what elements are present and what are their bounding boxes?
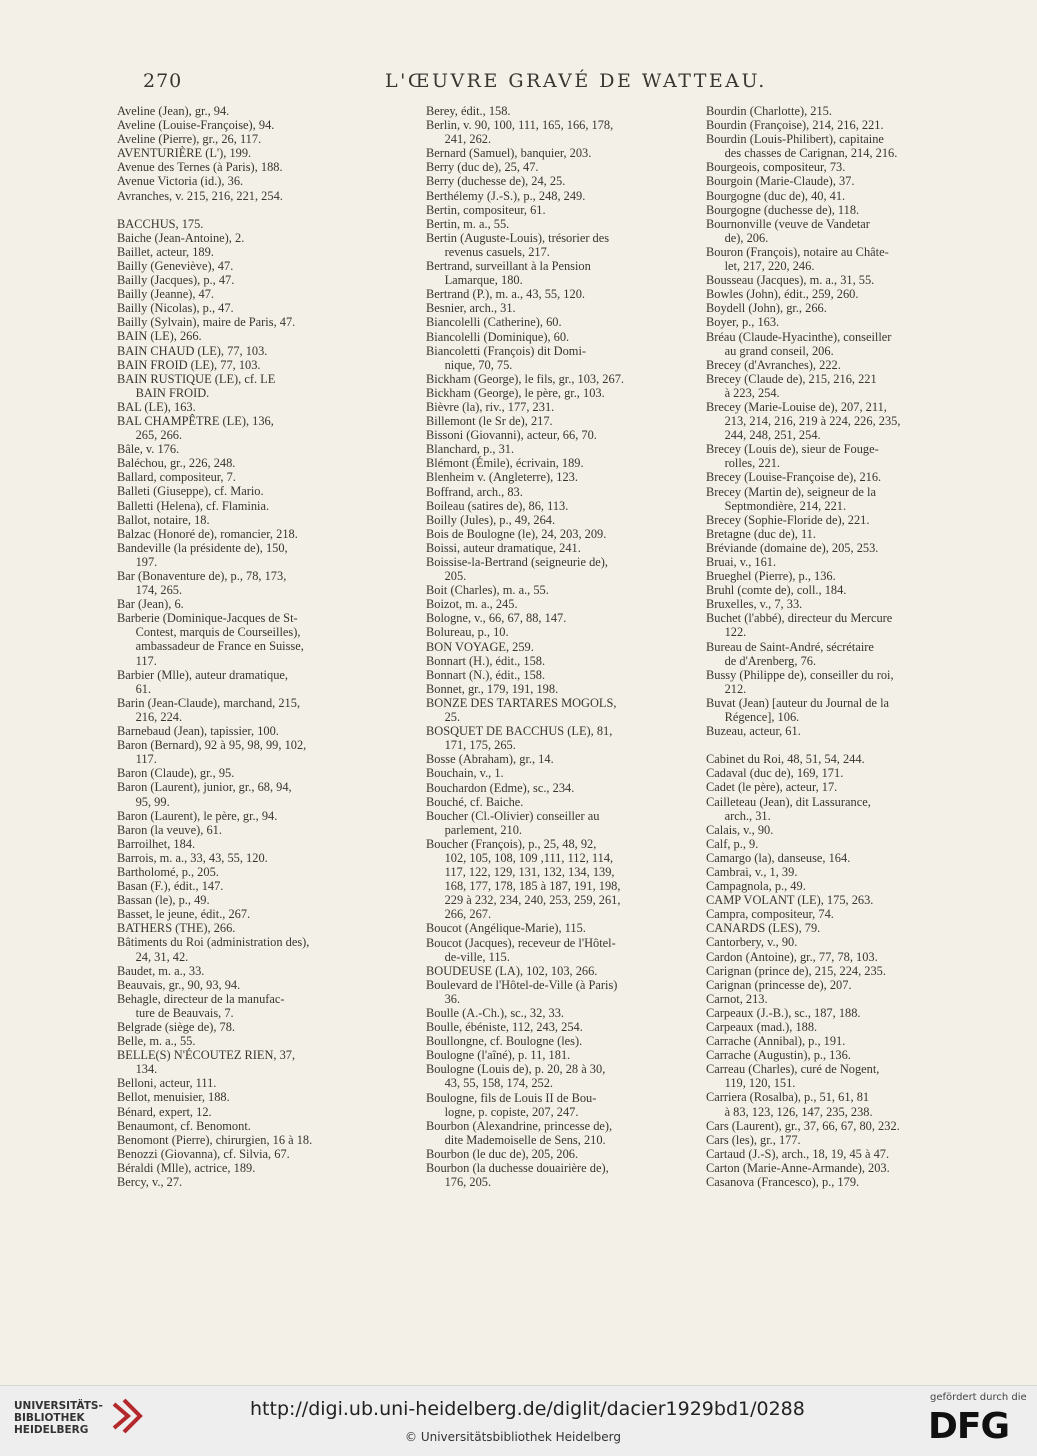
index-entry: Campagnola, p., 49. <box>706 879 806 894</box>
index-entry: Béraldi (Mlle), actrice, 189. <box>117 1160 256 1175</box>
index-entry: 95, 99. <box>117 794 170 809</box>
index-entry: Bouron (François), notaire au Châte- <box>706 244 889 259</box>
index-entry: Bolureau, p., 10. <box>426 625 509 640</box>
index-entry: BOSQUET DE BACCHUS (LE), 81, <box>426 724 613 739</box>
index-entry: BONZE DES TARTARES MOGOLS, <box>426 695 617 710</box>
index-entry: Avenue Victoria (id.), 36. <box>117 174 244 189</box>
index-entry: Bâle, v. 176. <box>117 442 180 457</box>
index-entry: Cadaval (duc de), 169, 171. <box>706 766 844 781</box>
index-entry: Bourdin (Françoise), 214, 216, 221. <box>706 118 884 133</box>
index-entry: Barbier (Mlle), auteur dramatique, <box>117 667 288 682</box>
running-title: L'ŒUVRE GRAVÉ DE WATTEAU. <box>385 70 767 92</box>
index-entry: Avenue des Ternes (à Paris), 188. <box>117 160 283 175</box>
index-entry: Lamarque, 180. <box>426 273 523 288</box>
index-entry: Barnebaud (Jean), tapissier, 100. <box>117 724 279 739</box>
index-entry: Bénard, expert, 12. <box>117 1104 212 1119</box>
index-entry: Boulle, ébéniste, 112, 243, 254. <box>426 1020 583 1035</box>
index-entry: Berry (duchesse de), 24, 25. <box>426 174 566 189</box>
index-entry: Baillet, acteur, 189. <box>117 244 214 259</box>
index-entry: Boulogne (Louis de), p. 20, 28 à 30, <box>426 1062 606 1077</box>
index-entry: de), 206. <box>706 230 769 245</box>
index-entry: Bonnet, gr., 179, 191, 198. <box>426 681 559 696</box>
index-entry: Cambrai, v., 1, 39. <box>706 864 798 879</box>
index-entry: Belle, m. a., 55. <box>117 1034 196 1049</box>
index-entry: 117. <box>117 752 157 767</box>
index-column-2 <box>426 104 684 1189</box>
index-entry: Baron (Laurent), junior, gr., 68, 94, <box>117 780 292 795</box>
index-entry: Behagle, directeur de la manufac- <box>117 991 285 1006</box>
index-entry: Bartholomé, p., 205. <box>117 864 219 879</box>
index-entry: Bourgeois, compositeur, 73. <box>706 160 846 175</box>
index-entry: Brecey (Sophie-Floride de), 221. <box>706 512 870 527</box>
index-entry: Bourbon (Alexandrine, princesse de), <box>426 1118 613 1133</box>
index-entry: au grand conseil, 206. <box>706 343 834 358</box>
index-entry: Berlin, v. 90, 100, 111, 165, 166, 178, <box>426 118 614 133</box>
index-entry: Bertin (Auguste-Louis), trésorier des <box>426 230 610 245</box>
index-entry: Balleti (Giuseppe), cf. Mario. <box>117 484 264 499</box>
index-entry: 212. <box>706 681 747 696</box>
index-entry: BAIN (LE), 266. <box>117 329 202 344</box>
index-entry: Berthélemy (J.-S.), p., 248, 249. <box>426 188 586 203</box>
index-entry: Cars (les), gr., 177. <box>706 1132 801 1147</box>
index-entry: Bailly (Jeanne), 47. <box>117 287 215 302</box>
index-entry: ture de Beauvais, 7. <box>117 1005 234 1020</box>
permalink[interactable]: http://digi.ub.uni-heidelberg.de/diglit/dacier1929bd1/0288 <box>250 1398 805 1420</box>
index-entry: 117. <box>117 653 157 668</box>
index-entry: Aveline (Pierre), gr., 26, 117. <box>117 132 262 147</box>
index-entry: Bernard (Samuel), banquier, 203. <box>426 146 592 161</box>
library-name <box>14 1400 103 1436</box>
index-entry: Bourdin (Louis-Philibert), capitaine <box>706 132 884 147</box>
index-entry: Boffrand, arch., 83. <box>426 484 523 499</box>
index-entry: Bassan (le), p., 49. <box>117 893 210 908</box>
index-entry: Benomont (Pierre), chirurgien, 16 à 18. <box>117 1132 313 1147</box>
index-entry: Bellot, menuisier, 188. <box>117 1090 230 1105</box>
index-entry: Baron (Laurent), le père, gr., 94. <box>117 808 278 823</box>
index-column-3 <box>706 104 964 1189</box>
copyright-notice: © Universitätsbibliothek Heidelberg <box>405 1430 622 1444</box>
index-entry: à 223, 254. <box>706 385 780 400</box>
index-entry: Bertin, compositeur, 61. <box>426 202 546 217</box>
index-entry: 197. <box>117 554 158 569</box>
index-entry: Cantorbery, v., 90. <box>706 935 798 950</box>
index-entry: Baiche (Jean-Antoine), 2. <box>117 230 245 245</box>
index-entry: 36. <box>426 991 461 1006</box>
index-entry: Bourgoin (Marie-Claude), 37. <box>706 174 855 189</box>
index-entry: à 83, 123, 126, 147, 235, 238. <box>706 1104 873 1119</box>
index-entry: Bonnart (H.), édit., 158. <box>426 653 546 668</box>
index-entry: Bretagne (duc de), 11. <box>706 526 816 541</box>
index-entry: Bousseau (Jacques), m. a., 31, 55. <box>706 273 875 288</box>
index-entry: Aveline (Louise-Françoise), 94. <box>117 118 275 133</box>
index-entry: Blémont (Émile), écrivain, 189. <box>426 456 584 471</box>
index-entry: Aveline (Jean), gr., 94. <box>117 104 230 118</box>
index-entry: Baron (Claude), gr., 95. <box>117 766 235 781</box>
index-entry: 61. <box>117 681 152 696</box>
index-entry: Bologne, v., 66, 67, 88, 147. <box>426 611 567 626</box>
library-logo-icon <box>104 1396 144 1436</box>
index-entry: 176, 205. <box>426 1175 492 1190</box>
index-entry: Bercy, v., 27. <box>117 1175 183 1190</box>
index-entry: Bissoni (Giovanni), acteur, 66, 70. <box>426 428 597 443</box>
index-entry: Belloni, acteur, 111. <box>117 1076 217 1091</box>
index-entry: Bureau de Saint-André, sécrétaire <box>706 639 874 654</box>
index-entry: 102, 105, 108, 109 ,111, 112, 114, <box>426 850 614 865</box>
index-entry: ambassadeur de France en Suisse, <box>117 639 304 654</box>
index-entry: Bois de Boulogne (le), 24, 203, 209. <box>426 526 607 541</box>
index-entry: Calf, p., 9. <box>706 836 759 851</box>
index-entry: Bar (Bonaventure de), p., 78, 173, <box>117 569 287 583</box>
index-entry: Régence], 106. <box>706 710 800 725</box>
index-entry: Billemont (le Sr de), 217. <box>426 414 553 429</box>
index-entry: Bickham (George), le père, gr., 103. <box>426 385 605 400</box>
index-entry: Bowles (John), édit., 259, 260. <box>706 287 859 302</box>
index-entry: Boucot (Jacques), receveur de l'Hôtel- <box>426 935 616 950</box>
index-entry: Carnot, 213. <box>706 991 768 1006</box>
index-entry: Carton (Marie-Anne-Armande), 203. <box>706 1160 890 1175</box>
index-entry: 265, 266. <box>117 428 183 443</box>
index-entry: Brecey (Martin de), seigneur de la <box>706 484 876 499</box>
index-entry: Bruhl (comte de), coll., 184. <box>706 583 847 598</box>
index-entry: 241, 262. <box>426 132 492 147</box>
index-entry: Bourbon (le duc de), 205, 206. <box>426 1146 579 1161</box>
index-entry: Bertin, m. a., 55. <box>426 216 510 231</box>
index-entry: Carrache (Annibal), p., 191. <box>706 1034 846 1049</box>
index-entry: Cartaud (J.-S), arch., 18, 19, 45 à 47. <box>706 1146 890 1161</box>
index-entry: logne, p. copiste, 207, 247. <box>426 1104 579 1119</box>
index-entry: Cailleteau (Jean), dit Lassurance, <box>706 794 871 809</box>
index-entry: Biancolelli (Dominique), 60. <box>426 329 570 344</box>
index-entry: Biancolelli (Catherine), 60. <box>426 315 562 330</box>
index-entry: 205. <box>426 569 467 584</box>
index-entry: Boyer, p., 163. <box>706 315 780 330</box>
index-entry: Camargo (la), danseuse, 164. <box>706 850 851 865</box>
index-entry: Carreau (Charles), curé de Nogent, <box>706 1062 880 1077</box>
index-entry: Boulevard de l'Hôtel-de-Ville (à Paris) <box>426 977 618 992</box>
index-entry: Bandeville (la présidente de), 150, <box>117 540 288 555</box>
index-entry: Boucher (Cl.-Olivier) conseiller au <box>426 808 600 823</box>
index-entry: BAIN CHAUD (LE), 77, 103. <box>117 343 268 358</box>
index-entry: Barroilhet, 184. <box>117 836 196 851</box>
index-entry: BACCHUS, 175. <box>117 216 204 231</box>
index-entry: Brecey (Claude de), 215, 216, 221 <box>706 371 877 386</box>
index-entry: Boissise-la-Bertrand (seigneurie de), <box>426 555 609 569</box>
index-entry: BOUDEUSE (LA), 102, 103, 266. <box>426 963 598 978</box>
index-entry: dite Mademoiselle de Sens, 210. <box>426 1132 606 1147</box>
index-entry: Septmondière, 214, 221. <box>706 498 847 513</box>
index-entry: 171, 175, 265. <box>426 738 516 753</box>
footer-bar <box>0 1385 1037 1456</box>
index-entry: Basset, le jeune, édit., 267. <box>117 907 251 922</box>
dfg-logo: DFG <box>928 1406 1010 1447</box>
index-entry: 122. <box>706 625 747 640</box>
index-entry: Bertrand (P.), m. a., 43, 55, 120. <box>426 287 585 302</box>
index-entry: Bonnart (N.), édit., 158. <box>426 667 546 682</box>
index-entry: Calais, v., 90. <box>706 822 774 837</box>
index-entry: Balletti (Helena), cf. Flaminia. <box>117 498 270 513</box>
index-entry: rolles, 221. <box>706 456 780 471</box>
index-entry: Blanchard, p., 31. <box>426 442 515 457</box>
index-entry: Cardon (Antoine), gr., 77, 78, 103. <box>706 949 878 964</box>
index-entry: Brecey (Marie-Louise de), 207, 211, <box>706 399 887 414</box>
index-entry: Carignan (prince de), 215, 224, 235. <box>706 963 886 978</box>
index-entry: Basan (F.), édit., 147. <box>117 879 224 894</box>
index-entry: Carriera (Rosalba), p., 51, 61, 81 <box>706 1090 870 1105</box>
index-entry: Barberie (Dominique-Jacques de St- <box>117 611 298 626</box>
index-entry: Bourbon (la duchesse douairière de), <box>426 1161 609 1176</box>
index-entry: Bussy (Philippe de), conseiller du roi, <box>706 667 894 682</box>
index-entry: Bouchain, v., 1. <box>426 766 504 781</box>
index-entry: Bourgogne (duchesse de), 118. <box>706 202 860 217</box>
index-entry: des chasses de Carignan, 214, 216. <box>706 146 898 161</box>
index-entry: Bruai, v., 161. <box>706 555 777 569</box>
index-entry: Ballard, compositeur, 7. <box>117 470 236 485</box>
index-entry: Contest, marquis de Courseilles), <box>117 625 301 640</box>
index-entry: Boucot (Angélique-Marie), 115. <box>426 921 586 936</box>
index-entry: Boit (Charles), m. a., 55. <box>426 583 549 598</box>
index-entry: Buvat (Jean) [auteur du Journal de la <box>706 695 890 710</box>
index-entry: Brecey (Louis de), sieur de Fouge- <box>706 442 879 457</box>
index-entry: Bailly (Geneviève), 47. <box>117 258 234 273</box>
index-entry: Barrois, m. a., 33, 43, 55, 120. <box>117 850 268 865</box>
index-entry: Bickham (George), le fils, gr., 103, 267. <box>426 371 624 386</box>
index-entry: de d'Arenberg, 76. <box>706 653 817 668</box>
index-entry: Blenheim v. (Angleterre), 123. <box>426 470 578 485</box>
index-entry: 134. <box>117 1062 158 1077</box>
index-entry: arch., 31. <box>706 808 771 823</box>
index-entry: Buchet (l'abbé), directeur du Mercure <box>706 611 893 626</box>
index-entry: BON VOYAGE, 259. <box>426 639 534 654</box>
index-entry: Benozzi (Giovanna), cf. Silvia, 67. <box>117 1146 290 1161</box>
index-column-1 <box>117 104 397 1189</box>
index-entry: BELLE(S) N'ÉCOUTEZ RIEN, 37, <box>117 1048 296 1063</box>
index-entry: parlement, 210. <box>426 822 523 837</box>
index-entry: Buzeau, acteur, 61. <box>706 724 801 739</box>
index-entry: Baron (la veuve), 61. <box>117 822 222 837</box>
index-entry: Carrache (Augustin), p., 136. <box>706 1048 851 1063</box>
index-entry: Boullongne, cf. Boulogne (les). <box>426 1034 583 1049</box>
index-entry: Bréau (Claude-Hyacinthe), conseiller <box>706 329 892 344</box>
index-entry: BAL CHAMPÊTRE (LE), 136, <box>117 413 274 428</box>
index-entry: Bourdin (Charlotte), 215. <box>706 104 832 118</box>
index-entry: Benaumont, cf. Benomont. <box>117 1118 251 1133</box>
index-entry: Brueghel (Pierre), p., 136. <box>706 569 836 584</box>
index-entry: Bréviande (domaine de), 205, 253. <box>706 540 879 555</box>
library-name-line: UNIVERSITÄTS- <box>14 1400 103 1412</box>
index-entry: Carpeaux (J.-B.), sc., 187, 188. <box>706 1005 861 1020</box>
index-entry: Barin (Jean-Claude), marchand, 215, <box>117 695 301 710</box>
index-entry: Boulogne, fils de Louis II de Bou- <box>426 1090 597 1105</box>
index-entry: Bournonville (veuve de Vandetar <box>706 216 870 231</box>
index-entry: Boydell (John), gr., 266. <box>706 301 827 316</box>
index-entry: revenus casuels, 217. <box>426 244 550 259</box>
index-entry: Baudet, m. a., 33. <box>117 963 205 978</box>
index-entry: Bourgogne (duc de), 40, 41. <box>706 188 846 203</box>
index-entry: Bailly (Jacques), p., 47. <box>117 273 235 288</box>
index-entry: Carpeaux (mad.), 188. <box>706 1020 818 1034</box>
index-entry: Boulogne (l'aîné), p. 11, 181. <box>426 1048 571 1063</box>
index-entry: BAIN FROID (LE), 77, 103. <box>117 357 261 372</box>
index-entry: BAL (LE), 163. <box>117 399 196 414</box>
index-entry: Cars (Laurent), gr., 37, 66, 67, 80, 232. <box>706 1118 900 1133</box>
index-entry: Avranches, v. 215, 216, 221, 254. <box>117 188 283 203</box>
index-entry: Brecey (d'Avranches), 222. <box>706 357 841 372</box>
index-entry: Bâtiments du Roi (administration des), <box>117 935 310 950</box>
index-entry: Bruxelles, v., 7, 33. <box>706 597 803 612</box>
index-entry: Boilly (Jules), p., 49, 264. <box>426 512 556 527</box>
index-entry: 168, 177, 178, 185 à 187, 191, 198, <box>426 879 621 894</box>
index-entry: 43, 55, 158, 174, 252. <box>426 1076 554 1091</box>
index-entry: Bailly (Sylvain), maire de Paris, 47. <box>117 315 296 330</box>
index-entry: Ballot, notaire, 18. <box>117 512 210 527</box>
index-entry: de-ville, 115. <box>426 949 510 964</box>
index-entry: AVENTURIÈRE (L'), 199. <box>117 146 252 161</box>
index-entry: Cabinet du Roi, 48, 51, 54, 244. <box>706 752 865 767</box>
index-entry: Casanova (Francesco), p., 179. <box>706 1175 860 1190</box>
index-entry: Baléchou, gr., 226, 248. <box>117 456 236 471</box>
index-entry: Baron (Bernard), 92 à 95, 98, 99, 102, <box>117 738 307 753</box>
index-entry: 24, 31, 42. <box>117 949 189 964</box>
index-entry: Besnier, arch., 31. <box>426 301 516 316</box>
library-name-line: BIBLIOTHEK <box>14 1412 85 1424</box>
index-entry: 244, 248, 251, 254. <box>706 428 821 443</box>
index-entry: Bouchardon (Edme), sc., 234. <box>426 780 575 795</box>
library-name-line: HEIDELBERG <box>14 1424 89 1436</box>
index-entry: Bertrand, surveillant à la Pension <box>426 259 591 274</box>
index-entry: Bosse (Abraham), gr., 14. <box>426 752 554 767</box>
index-entry: 216, 224. <box>117 709 183 724</box>
index-entry: Brecey (Louise-Françoise de), 216. <box>706 470 882 485</box>
index-entry: BATHERS (THE), 266. <box>117 921 236 936</box>
section-gap <box>117 203 397 217</box>
index-entry: Boulle (A.-Ch.), sc., 32, 33. <box>426 1006 565 1020</box>
index-entry: BAIN FROID. <box>117 385 210 400</box>
index-entry: CANARDS (LES), 79. <box>706 921 821 936</box>
index-entry: Boileau (satires de), 86, 113. <box>426 498 569 513</box>
funding-note: gefördert durch die <box>930 1392 1027 1403</box>
section-gap <box>706 738 964 752</box>
index-entry: Biancoletti (François) dit Domi- <box>426 343 587 358</box>
index-entry: Boizot, m. a., 245. <box>426 597 518 612</box>
index-entry: Bar (Jean), 6. <box>117 597 184 612</box>
index-entry: BAIN RUSTIQUE (LE), cf. LE <box>117 371 276 386</box>
index-entry: Bailly (Nicolas), p., 47. <box>117 301 234 316</box>
index-entry: 117, 122, 129, 131, 132, 134, 139, <box>426 865 615 880</box>
index-entry: Campra, compositeur, 74. <box>706 907 834 922</box>
index-entry: Boissi, auteur dramatique, 241. <box>426 540 581 555</box>
index-entry: Bièvre (la), riv., 177, 231. <box>426 399 555 414</box>
index-entry: Beauvais, gr., 90, 93, 94. <box>117 977 241 992</box>
index-entry: Belgrade (siège de), 78. <box>117 1020 236 1034</box>
index-entry: Carignan (princesse de), 207. <box>706 977 852 992</box>
index-entry: Bouché, cf. Baiche. <box>426 794 524 809</box>
index-entry: 266, 267. <box>426 907 492 922</box>
index-entry: CAMP VOLANT (LE), 175, 263. <box>706 893 874 908</box>
index-entry: let, 217, 220, 246. <box>706 259 815 274</box>
index-entry: Cadet (le père), acteur, 17. <box>706 780 838 795</box>
page-number: 270 <box>143 70 183 92</box>
index-entry: 213, 214, 216, 219 à 224, 226, 235, <box>706 414 901 429</box>
index-entry: Berry (duc de), 25, 47. <box>426 160 539 175</box>
index-entry: 25. <box>426 710 461 725</box>
index-entry: Berey, édit., 158. <box>426 104 511 118</box>
index-entry: 229 à 232, 234, 240, 253, 259, 261, <box>426 893 621 908</box>
index-entry: Balzac (Honoré de), romancier, 218. <box>117 526 298 541</box>
index-entry: 119, 120, 151. <box>706 1076 796 1091</box>
index-entry: nique, 70, 75. <box>426 357 513 372</box>
index-entry: Boucher (François), p., 25, 48, 92, <box>426 836 597 851</box>
index-entry: 174, 265. <box>117 583 183 598</box>
